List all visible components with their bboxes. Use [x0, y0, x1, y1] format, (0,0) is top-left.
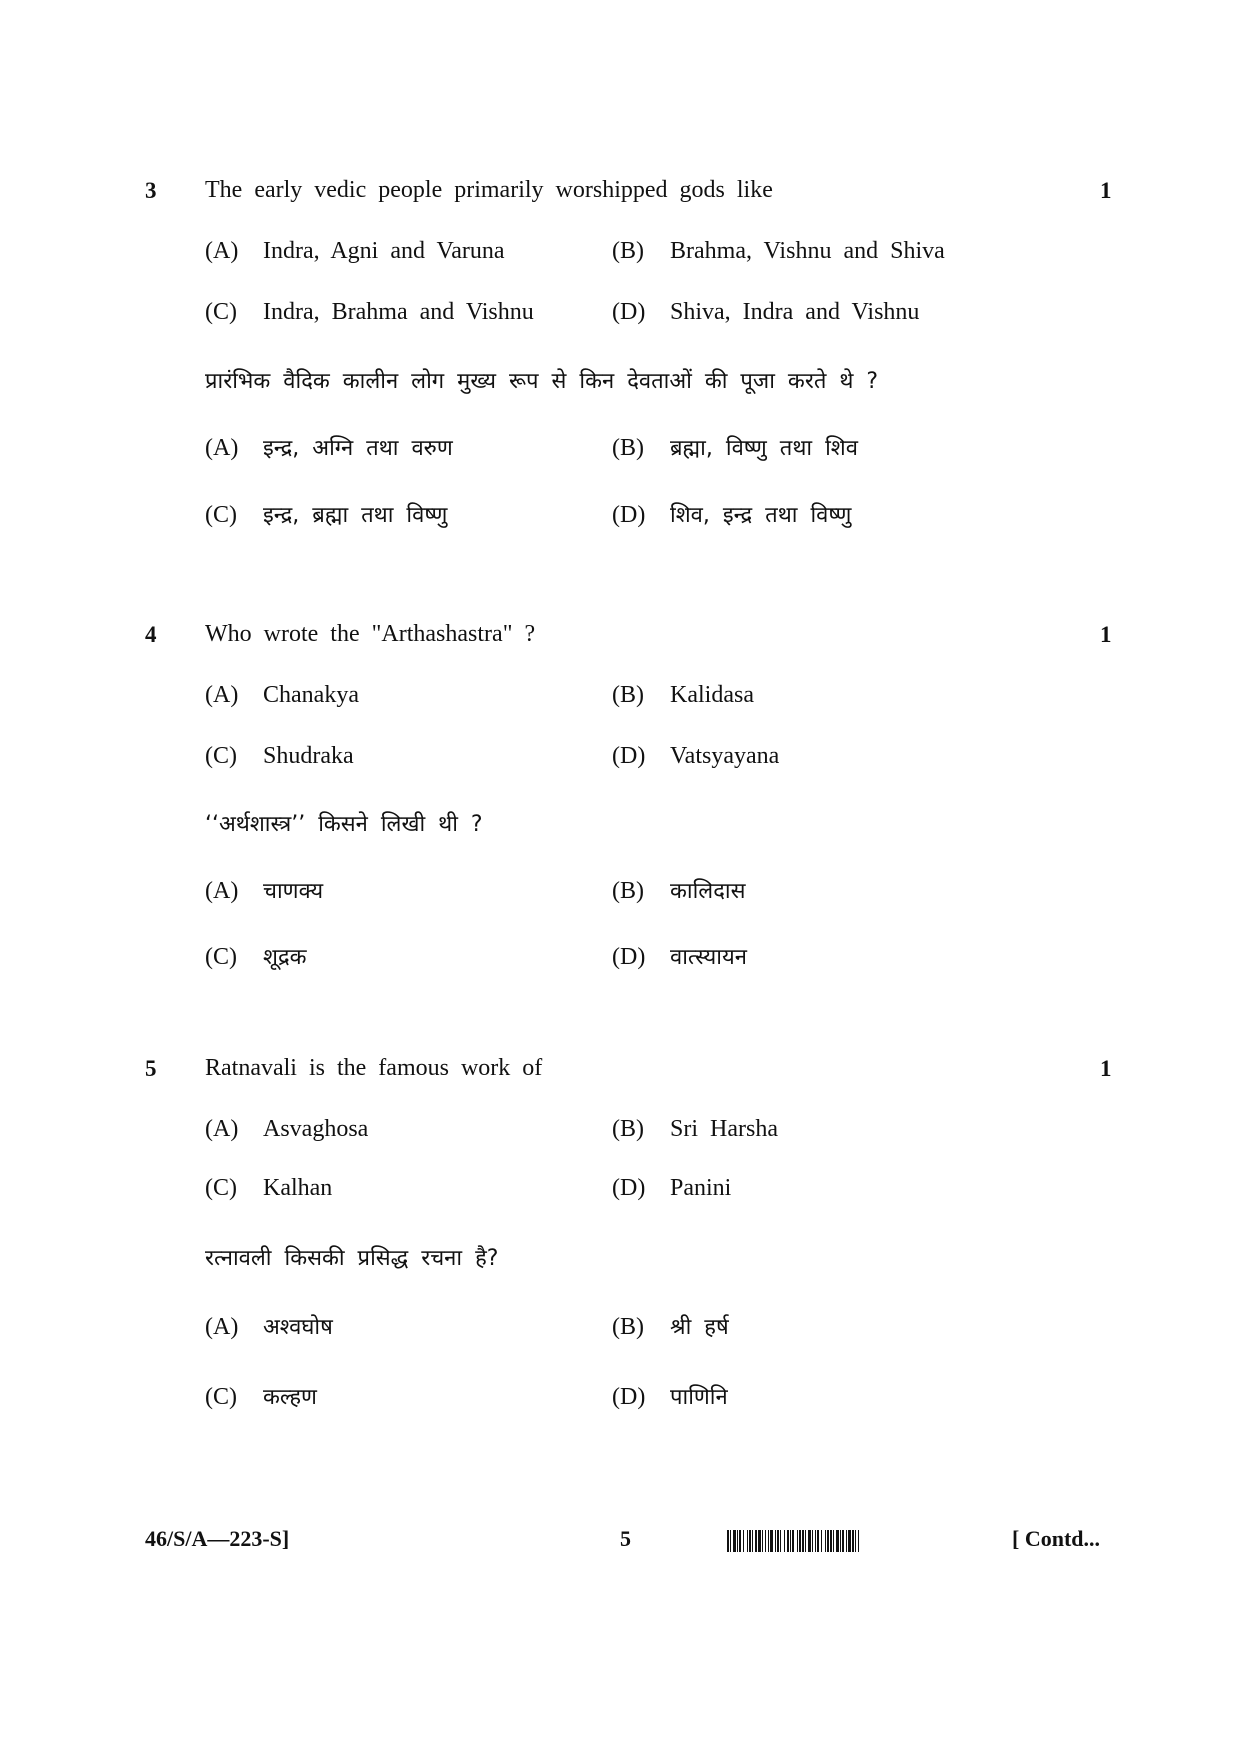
option-d-en — [612, 1175, 731, 1202]
option-text: पाणिनि — [670, 1385, 728, 1410]
question-text: Ratnavali is the famous work of — [205, 1055, 543, 1081]
option-text: इन्द्र, अग्नि तथा वरुण — [263, 436, 453, 461]
question-marks: 1 — [1100, 1056, 1112, 1081]
contd-label: [ Contd... — [1012, 1526, 1101, 1551]
option-b-en — [612, 682, 754, 709]
option-text: शूद्रक — [263, 945, 307, 970]
page-number: 5 — [620, 1526, 631, 1551]
option-c-hi — [205, 1381, 317, 1411]
option-d-hi — [612, 941, 747, 971]
option-label: (B) — [612, 1116, 644, 1142]
option-b-hi — [612, 432, 858, 462]
option-label: (A) — [205, 238, 239, 264]
question-text-hindi: प्रारंभिक वैदिक कालीन लोग मुख्य रूप से किन देवताओं की पूजा करते थे ? — [205, 369, 879, 394]
option-label: (A) — [205, 1314, 239, 1340]
option-d-hi — [612, 499, 851, 529]
option-b-hi — [612, 1311, 729, 1341]
option-text: Chanakya — [263, 682, 359, 708]
option-text: Kalidasa — [670, 682, 754, 708]
option-text: Shudraka — [263, 743, 354, 769]
option-label: (A) — [205, 1116, 239, 1142]
option-a-hi — [205, 432, 453, 462]
option-text: Brahma, Vishnu and Shiva — [670, 238, 945, 264]
option-label: (A) — [205, 435, 239, 461]
question-text: Who wrote the "Arthashastra" ? — [205, 621, 536, 647]
option-a-en — [205, 1116, 368, 1143]
option-label: (B) — [612, 1314, 644, 1340]
question-number: 3 — [145, 178, 157, 203]
option-label: (B) — [612, 435, 644, 461]
option-label: (A) — [205, 878, 239, 904]
option-label: (A) — [205, 682, 239, 708]
option-label: (C) — [205, 1175, 237, 1201]
option-d-en — [612, 299, 919, 326]
option-text: वात्स्यायन — [670, 945, 747, 970]
option-text: श्री हर्ष — [670, 1315, 729, 1340]
barcode-image — [727, 1530, 993, 1552]
question-text: The early vedic people primarily worshipped gods like — [205, 177, 773, 203]
option-text: कल्हण — [263, 1385, 317, 1410]
option-text: शिव, इन्द्र तथा विष्णु — [670, 503, 852, 528]
option-text: Vatsyayana — [670, 743, 780, 769]
option-label: (C) — [205, 944, 237, 970]
option-label: (D) — [612, 1175, 646, 1201]
option-c-en — [205, 299, 534, 326]
option-label: (C) — [205, 299, 237, 325]
question-marks: 1 — [1100, 178, 1112, 203]
question-number: 5 — [145, 1056, 157, 1081]
question-number: 4 — [145, 622, 157, 647]
option-text: इन्द्र, ब्रह्मा तथा विष्णु — [263, 503, 448, 528]
question-text-hindi: रत्नावली किसकी प्रसिद्ध रचना है? — [205, 1246, 499, 1271]
option-label: (B) — [612, 878, 644, 904]
option-a-hi — [205, 1311, 333, 1341]
option-label: (B) — [612, 238, 644, 264]
option-label: (D) — [612, 299, 646, 325]
option-text: Shiva, Indra and Vishnu — [670, 299, 920, 325]
option-text: Kalhan — [263, 1175, 333, 1201]
option-b-en — [612, 238, 945, 265]
option-label: (D) — [612, 1384, 646, 1410]
option-c-en — [205, 1175, 332, 1202]
option-c-en — [205, 743, 354, 770]
option-label: (D) — [612, 944, 646, 970]
option-label: (B) — [612, 682, 644, 708]
option-label: (D) — [612, 502, 646, 528]
option-a-en — [205, 238, 505, 265]
option-text: Panini — [670, 1175, 732, 1201]
question-text-hindi: ‘‘अर्थशास्त्र’’ किसने लिखी थी ? — [205, 812, 483, 837]
option-text: कालिदास — [670, 879, 746, 904]
option-c-hi — [205, 941, 307, 971]
paper-code: 46/S/A—223-S] — [145, 1526, 290, 1551]
option-text: अश्वघोष — [263, 1315, 333, 1340]
option-text: ब्रह्मा, विष्णु तथा शिव — [670, 436, 858, 461]
option-text: Indra, Brahma and Vishnu — [263, 299, 534, 325]
option-text: चाणक्य — [263, 879, 324, 904]
question-marks: 1 — [1100, 622, 1112, 647]
option-b-en — [612, 1116, 778, 1143]
option-c-hi — [205, 499, 447, 529]
option-d-hi — [612, 1381, 728, 1411]
option-label: (C) — [205, 743, 237, 769]
option-text: Indra, Agni and Varuna — [263, 238, 505, 264]
option-label: (C) — [205, 1384, 237, 1410]
option-text: Asvaghosa — [263, 1116, 369, 1142]
option-label: (C) — [205, 502, 237, 528]
option-label: (D) — [612, 743, 646, 769]
option-b-hi — [612, 875, 745, 905]
option-a-en — [205, 682, 359, 709]
option-text: Sri Harsha — [670, 1116, 778, 1142]
option-a-hi — [205, 875, 323, 905]
option-d-en — [612, 743, 779, 770]
